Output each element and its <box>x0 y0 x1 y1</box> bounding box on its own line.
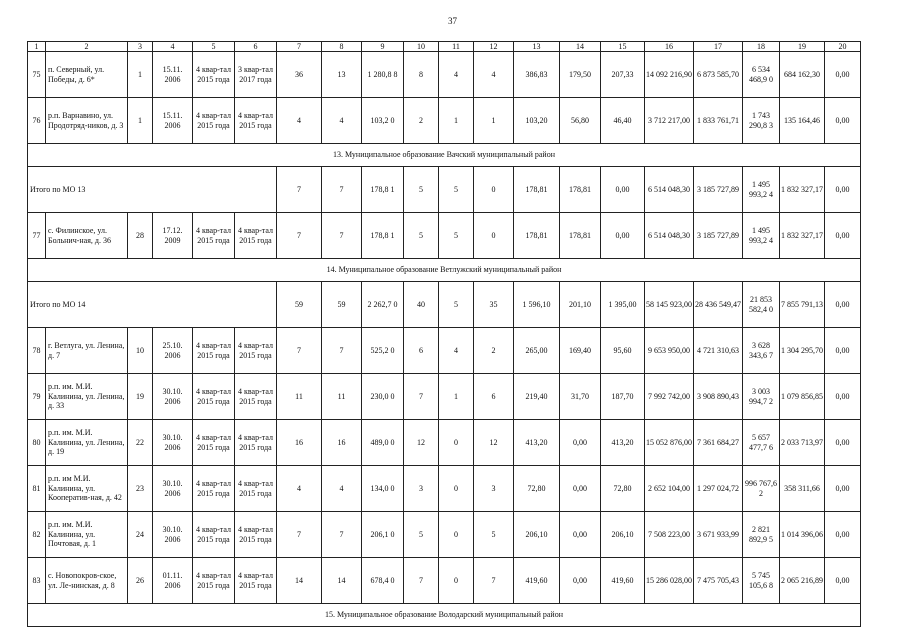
cell-c3: 28 <box>128 213 153 259</box>
cell-c20: 0,00 <box>825 466 861 512</box>
cell-c16: 15 286 028,00 <box>645 558 694 604</box>
cell-c13: 1 596,10 <box>514 282 560 328</box>
cell-c8: 14 <box>322 558 362 604</box>
cell-c7: 7 <box>277 167 322 213</box>
cell-c10: 12 <box>404 420 439 466</box>
cell-c18: 5 657 477,7 6 <box>743 420 780 466</box>
cell-c19: 1 014 396,06 <box>780 512 825 558</box>
cell-c9: 678,4 0 <box>362 558 404 604</box>
row-number: 75 <box>28 52 46 98</box>
cell-q1: 4 квар-тал 2015 года <box>193 213 235 259</box>
cell-c9: 134,0 0 <box>362 466 404 512</box>
cell-date: 17.12. 2009 <box>153 213 193 259</box>
cell-c12: 2 <box>474 328 514 374</box>
cell-q1: 4 квар-тал 2015 года <box>193 374 235 420</box>
cell-date: 25.10. 2006 <box>153 328 193 374</box>
column-number: 11 <box>439 42 474 52</box>
cell-c14: 0,00 <box>560 558 601 604</box>
cell-c8: 4 <box>322 98 362 144</box>
cell-c17: 3 185 727,89 <box>694 213 743 259</box>
cell-c7: 11 <box>277 374 322 420</box>
section-title: 13. Муниципальное образование Вачский муниципальный район <box>28 144 861 167</box>
column-number: 16 <box>645 42 694 52</box>
cell-c12: 4 <box>474 52 514 98</box>
cell-c14: 31,70 <box>560 374 601 420</box>
row-number: 83 <box>28 558 46 604</box>
address-cell: р.п. им М.И. Калинина, ул. Кооператив-ная, д. 42 <box>46 466 128 512</box>
column-number: 12 <box>474 42 514 52</box>
column-number: 2 <box>46 42 128 52</box>
cell-c17: 7 475 705,43 <box>694 558 743 604</box>
cell-c3: 10 <box>128 328 153 374</box>
cell-c18: 6 534 468,9 0 <box>743 52 780 98</box>
cell-c11: 5 <box>439 213 474 259</box>
cell-q1: 4 квар-тал 2015 года <box>193 328 235 374</box>
table-row <box>28 558 861 604</box>
cell-c14: 56,80 <box>560 98 601 144</box>
cell-c20: 0,00 <box>825 213 861 259</box>
cell-q1: 4 квар-тал 2015 года <box>193 558 235 604</box>
cell-c14: 0,00 <box>560 420 601 466</box>
cell-c20: 0,00 <box>825 420 861 466</box>
cell-c7: 7 <box>277 328 322 374</box>
cell-c20: 0,00 <box>825 282 861 328</box>
cell-c12: 1 <box>474 98 514 144</box>
cell-c9: 1 280,8 8 <box>362 52 404 98</box>
cell-c17: 3 908 890,43 <box>694 374 743 420</box>
address-cell: п. Северный, ул. Победы, д. 6* <box>46 52 128 98</box>
cell-c17: 6 873 585,70 <box>694 52 743 98</box>
cell-q2: 3 квар-тал 2017 года <box>235 52 277 98</box>
cell-c20: 0,00 <box>825 512 861 558</box>
cell-c14: 169,40 <box>560 328 601 374</box>
cell-c17: 1 297 024,72 <box>694 466 743 512</box>
cell-c9: 2 262,7 0 <box>362 282 404 328</box>
cell-c16: 9 653 950,00 <box>645 328 694 374</box>
cell-c9: 206,1 0 <box>362 512 404 558</box>
cell-c16: 15 052 876,00 <box>645 420 694 466</box>
cell-c15: 207,33 <box>601 52 645 98</box>
section-row <box>28 144 861 167</box>
section-title: 14. Муниципальное образование Ветлужский муниципальный район <box>28 259 861 282</box>
row-number: 81 <box>28 466 46 512</box>
cell-c20: 0,00 <box>825 52 861 98</box>
cell-c15: 187,70 <box>601 374 645 420</box>
total-label: Итого по МО 14 <box>28 282 277 328</box>
cell-c11: 0 <box>439 512 474 558</box>
cell-c13: 419,60 <box>514 558 560 604</box>
cell-c15: 72,80 <box>601 466 645 512</box>
column-number: 6 <box>235 42 277 52</box>
register-table <box>27 41 861 627</box>
cell-c8: 59 <box>322 282 362 328</box>
cell-c3: 24 <box>128 512 153 558</box>
total-row <box>28 282 861 328</box>
table-row <box>28 213 861 259</box>
column-number: 13 <box>514 42 560 52</box>
cell-c7: 36 <box>277 52 322 98</box>
cell-c7: 16 <box>277 420 322 466</box>
cell-c3: 23 <box>128 466 153 512</box>
cell-c13: 413,20 <box>514 420 560 466</box>
cell-c17: 7 361 684,27 <box>694 420 743 466</box>
cell-c10: 5 <box>404 512 439 558</box>
cell-c17: 1 833 761,71 <box>694 98 743 144</box>
address-cell: р.п. Варнавино, ул. Продотряд-ников, д. 3 <box>46 98 128 144</box>
cell-c10: 40 <box>404 282 439 328</box>
cell-c7: 7 <box>277 213 322 259</box>
cell-q1: 4 квар-тал 2015 года <box>193 52 235 98</box>
cell-c3: 1 <box>128 98 153 144</box>
cell-c7: 4 <box>277 98 322 144</box>
cell-q2: 4 квар-тал 2015 года <box>235 374 277 420</box>
cell-date: 30.10. 2006 <box>153 374 193 420</box>
cell-c8: 7 <box>322 512 362 558</box>
address-cell: г. Ветлуга, ул. Ленина, д. 7 <box>46 328 128 374</box>
table-row <box>28 512 861 558</box>
cell-c16: 6 514 048,30 <box>645 167 694 213</box>
cell-c12: 6 <box>474 374 514 420</box>
cell-c18: 2 821 892,9 5 <box>743 512 780 558</box>
cell-c17: 3 671 933,99 <box>694 512 743 558</box>
cell-c15: 206,10 <box>601 512 645 558</box>
cell-c11: 4 <box>439 52 474 98</box>
cell-c14: 178,81 <box>560 167 601 213</box>
cell-c10: 8 <box>404 52 439 98</box>
cell-c11: 5 <box>439 282 474 328</box>
cell-c9: 230,0 0 <box>362 374 404 420</box>
column-number: 1 <box>28 42 46 52</box>
cell-c19: 1 304 295,70 <box>780 328 825 374</box>
column-number: 4 <box>153 42 193 52</box>
cell-c10: 5 <box>404 213 439 259</box>
cell-c11: 4 <box>439 328 474 374</box>
cell-q1: 4 квар-тал 2015 года <box>193 512 235 558</box>
cell-c13: 72,80 <box>514 466 560 512</box>
cell-q1: 4 квар-тал 2015 года <box>193 98 235 144</box>
cell-c15: 1 395,00 <box>601 282 645 328</box>
cell-date: 30.10. 2006 <box>153 420 193 466</box>
cell-c3: 19 <box>128 374 153 420</box>
cell-c11: 0 <box>439 466 474 512</box>
address-cell: р.п. им. М.И. Калинина, ул. Почтовая, д. 1 <box>46 512 128 558</box>
cell-c17: 28 436 549,47 <box>694 282 743 328</box>
column-number: 5 <box>193 42 235 52</box>
row-number: 79 <box>28 374 46 420</box>
cell-c19: 135 164,46 <box>780 98 825 144</box>
column-number: 18 <box>743 42 780 52</box>
page-number: 37 <box>448 16 457 26</box>
cell-c10: 2 <box>404 98 439 144</box>
cell-c13: 206,10 <box>514 512 560 558</box>
row-number: 77 <box>28 213 46 259</box>
total-label: Итого по МО 13 <box>28 167 277 213</box>
cell-c17: 4 721 310,63 <box>694 328 743 374</box>
cell-c17: 3 185 727,89 <box>694 167 743 213</box>
cell-q1: 4 квар-тал 2015 года <box>193 420 235 466</box>
cell-c20: 0,00 <box>825 374 861 420</box>
section-row <box>28 259 861 282</box>
cell-c18: 1 743 290,8 3 <box>743 98 780 144</box>
column-number: 7 <box>277 42 322 52</box>
cell-c3: 22 <box>128 420 153 466</box>
cell-c10: 5 <box>404 167 439 213</box>
cell-c3: 1 <box>128 52 153 98</box>
cell-c14: 178,81 <box>560 213 601 259</box>
cell-date: 01.11. 2006 <box>153 558 193 604</box>
cell-c14: 179,50 <box>560 52 601 98</box>
section-title: 15. Муниципальное образование Володарский муниципальный район <box>28 604 861 627</box>
section-row <box>28 604 861 627</box>
cell-q2: 4 квар-тал 2015 года <box>235 466 277 512</box>
table-row <box>28 52 861 98</box>
table-row <box>28 328 861 374</box>
cell-c18: 3 628 343,6 7 <box>743 328 780 374</box>
cell-c15: 0,00 <box>601 213 645 259</box>
table-row <box>28 420 861 466</box>
row-number: 80 <box>28 420 46 466</box>
cell-date: 15.11. 2006 <box>153 98 193 144</box>
cell-c8: 7 <box>322 213 362 259</box>
cell-c10: 7 <box>404 558 439 604</box>
column-number: 19 <box>780 42 825 52</box>
row-number: 76 <box>28 98 46 144</box>
cell-c9: 178,8 1 <box>362 213 404 259</box>
address-cell: с. Филинское, ул. Больнич-ная, д. 36 <box>46 213 128 259</box>
total-row <box>28 167 861 213</box>
table-row <box>28 466 861 512</box>
cell-c20: 0,00 <box>825 558 861 604</box>
cell-c11: 0 <box>439 420 474 466</box>
cell-q1: 4 квар-тал 2015 года <box>193 466 235 512</box>
column-number: 15 <box>601 42 645 52</box>
cell-c10: 6 <box>404 328 439 374</box>
cell-c15: 419,60 <box>601 558 645 604</box>
cell-c20: 0,00 <box>825 167 861 213</box>
cell-c13: 178,81 <box>514 213 560 259</box>
cell-c10: 7 <box>404 374 439 420</box>
cell-c14: 0,00 <box>560 466 601 512</box>
cell-c9: 525,2 0 <box>362 328 404 374</box>
cell-c18: 1 495 993,2 4 <box>743 213 780 259</box>
cell-date: 15.11. 2006 <box>153 52 193 98</box>
cell-c10: 3 <box>404 466 439 512</box>
cell-c18: 5 745 105,6 8 <box>743 558 780 604</box>
cell-c12: 5 <box>474 512 514 558</box>
cell-c13: 219,40 <box>514 374 560 420</box>
cell-c12: 12 <box>474 420 514 466</box>
cell-c18: 1 495 993,2 4 <box>743 167 780 213</box>
cell-q2: 4 квар-тал 2015 года <box>235 213 277 259</box>
cell-date: 30.10. 2006 <box>153 466 193 512</box>
cell-c7: 7 <box>277 512 322 558</box>
cell-c3: 26 <box>128 558 153 604</box>
cell-c14: 0,00 <box>560 512 601 558</box>
table-row <box>28 374 861 420</box>
cell-q2: 4 квар-тал 2015 года <box>235 420 277 466</box>
column-number: 10 <box>404 42 439 52</box>
cell-c19: 1 832 327,17 <box>780 167 825 213</box>
column-number: 20 <box>825 42 861 52</box>
cell-c8: 11 <box>322 374 362 420</box>
cell-c11: 0 <box>439 558 474 604</box>
cell-c20: 0,00 <box>825 328 861 374</box>
cell-c11: 1 <box>439 374 474 420</box>
cell-c18: 21 853 582,4 0 <box>743 282 780 328</box>
cell-c8: 7 <box>322 167 362 213</box>
cell-c18: 996 767,6 2 <box>743 466 780 512</box>
table-row <box>28 98 861 144</box>
column-number: 17 <box>694 42 743 52</box>
address-cell: с. Новопокров-ское, ул. Ле-нинская, д. 8 <box>46 558 128 604</box>
cell-c12: 3 <box>474 466 514 512</box>
cell-c8: 4 <box>322 466 362 512</box>
row-number: 78 <box>28 328 46 374</box>
cell-c7: 59 <box>277 282 322 328</box>
cell-c18: 3 003 994,7 2 <box>743 374 780 420</box>
cell-c9: 489,0 0 <box>362 420 404 466</box>
cell-q2: 4 квар-тал 2015 года <box>235 328 277 374</box>
column-number: 8 <box>322 42 362 52</box>
address-cell: р.п. им. М.И. Калинина, ул. Ленина, д. 19 <box>46 420 128 466</box>
cell-c8: 16 <box>322 420 362 466</box>
cell-c16: 3 712 217,00 <box>645 98 694 144</box>
cell-c19: 358 311,66 <box>780 466 825 512</box>
cell-q2: 4 квар-тал 2015 года <box>235 98 277 144</box>
cell-c15: 46,40 <box>601 98 645 144</box>
cell-c15: 95,60 <box>601 328 645 374</box>
address-cell: р.п. им. М.И. Калинина, ул. Ленина, д. 33 <box>46 374 128 420</box>
cell-c19: 7 855 791,13 <box>780 282 825 328</box>
cell-c16: 6 514 048,30 <box>645 213 694 259</box>
cell-c7: 14 <box>277 558 322 604</box>
cell-c13: 178,81 <box>514 167 560 213</box>
cell-c12: 35 <box>474 282 514 328</box>
cell-c8: 7 <box>322 328 362 374</box>
cell-c9: 103,2 0 <box>362 98 404 144</box>
column-number: 9 <box>362 42 404 52</box>
column-number: 3 <box>128 42 153 52</box>
cell-c15: 413,20 <box>601 420 645 466</box>
cell-c9: 178,8 1 <box>362 167 404 213</box>
cell-c19: 684 162,30 <box>780 52 825 98</box>
cell-c12: 7 <box>474 558 514 604</box>
cell-q2: 4 квар-тал 2015 года <box>235 558 277 604</box>
cell-c20: 0,00 <box>825 98 861 144</box>
cell-c16: 2 652 104,00 <box>645 466 694 512</box>
cell-c16: 58 145 923,00 <box>645 282 694 328</box>
cell-c19: 2 065 216,89 <box>780 558 825 604</box>
cell-c14: 201,10 <box>560 282 601 328</box>
cell-q2: 4 квар-тал 2015 года <box>235 512 277 558</box>
cell-c13: 386,83 <box>514 52 560 98</box>
cell-c12: 0 <box>474 213 514 259</box>
cell-c19: 1 832 327,17 <box>780 213 825 259</box>
cell-c8: 13 <box>322 52 362 98</box>
cell-c16: 14 092 216,90 <box>645 52 694 98</box>
column-number-row <box>28 42 861 52</box>
cell-c13: 103,20 <box>514 98 560 144</box>
cell-c7: 4 <box>277 466 322 512</box>
row-number: 82 <box>28 512 46 558</box>
cell-c19: 2 033 713,97 <box>780 420 825 466</box>
column-number: 14 <box>560 42 601 52</box>
cell-c15: 0,00 <box>601 167 645 213</box>
cell-c12: 0 <box>474 167 514 213</box>
cell-c13: 265,00 <box>514 328 560 374</box>
cell-c16: 7 508 223,00 <box>645 512 694 558</box>
cell-c19: 1 079 856,85 <box>780 374 825 420</box>
cell-c11: 1 <box>439 98 474 144</box>
cell-c16: 7 992 742,00 <box>645 374 694 420</box>
cell-date: 30.10. 2006 <box>153 512 193 558</box>
cell-c11: 5 <box>439 167 474 213</box>
